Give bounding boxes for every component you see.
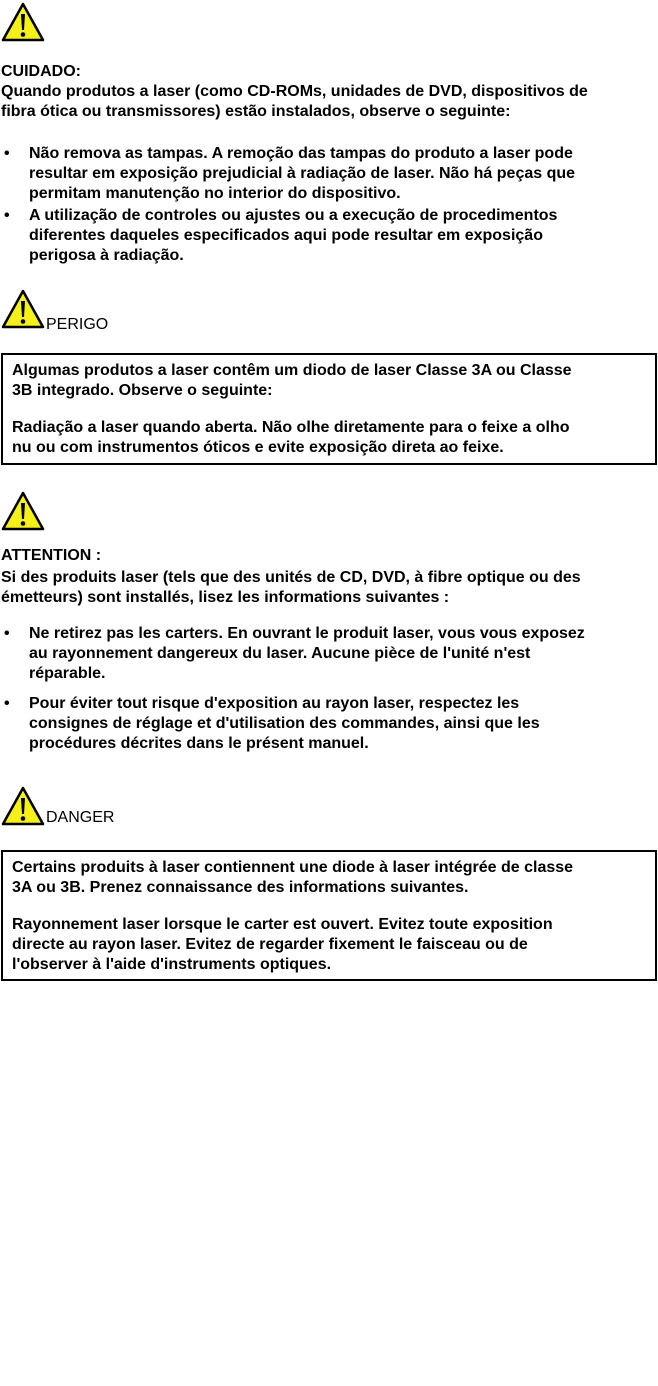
bullet-text (29, 144, 575, 204)
warning-icon (1, 785, 45, 827)
text-line: Pour éviter tout risque d'exposition au rayon laser, respectez les (29, 695, 520, 712)
text-line: resultar em exposição prejudicial à radiação de laser. Não há peças que (29, 165, 576, 182)
text-line: 3A ou 3B. Prenez connaissance des informations suivantes. (12, 879, 469, 896)
warning-icon (1, 490, 45, 532)
text-line: perigosa à radiação. (29, 247, 184, 264)
text-line: l'observer à l'aide d'instruments optiques. (12, 956, 332, 973)
danger-box-text (12, 858, 573, 898)
danger-box-text (12, 915, 553, 975)
text-line: Não remova as tampas. A remoção das tampas do produto a laser pode (29, 145, 573, 162)
danger-box-text (12, 418, 570, 458)
bullet-text (29, 206, 557, 266)
text-line: Certains produits à laser contiennent une diode à laser intégrée de classe (12, 859, 574, 876)
danger-label: DANGER (46, 809, 115, 826)
bullet-icon: • (4, 207, 10, 224)
bullet-icon: • (4, 695, 10, 712)
text-line: Radiação a laser quando aberta. Não olhe diretamente para o feixe a olho (12, 419, 570, 436)
text-line: Quando produtos a laser (como CD-ROMs, unidades de DVD, dispositivos de (1, 83, 588, 100)
danger-box-text (12, 361, 572, 401)
text-line: directe au rayon laser. Evitez de regarder fixement le faisceau ou de (12, 936, 528, 953)
text-line: réparable. (29, 665, 106, 682)
text-line: permitam manutenção no interior do dispositivo. (29, 185, 401, 202)
caution-intro (1, 82, 588, 122)
danger-label: PERIGO (46, 316, 109, 333)
warning-icon (1, 288, 45, 330)
text-line: diferentes daqueles especificados aqui pode resultar em exposição (29, 227, 543, 244)
text-line: consignes de réglage et d'utilisation des commandes, ainsi que les (29, 715, 540, 732)
danger-box (1, 353, 657, 465)
text-line: Rayonnement laser lorsque le carter est ouvert. Evitez toute exposition (12, 916, 553, 933)
text-line: au rayonnement dangereux du laser. Aucune pièce de l'unité n'est (29, 645, 531, 662)
text-line: procédures décrites dans le présent manuel. (29, 735, 369, 752)
text-line: nu ou com instrumentos óticos e evite exposição direta ao feixe. (12, 439, 504, 456)
bullet-icon: • (4, 145, 10, 162)
bullet-icon: • (4, 625, 10, 642)
text-line: émetteurs) sont installés, lisez les informations suivantes : (1, 589, 450, 606)
warning-icon (1, 1, 45, 43)
text-line: A utilização de controles ou ajustes ou a execução de procedimentos (29, 207, 558, 224)
attention-heading: ATTENTION : (1, 547, 102, 564)
bullet-text (29, 624, 585, 684)
text-line: fibra ótica ou transmissores) estão instalados, observe o seguinte: (1, 103, 511, 120)
danger-box (1, 850, 657, 981)
text-line: Si des produits laser (tels que des unités de CD, DVD, à fibre optique ou des (1, 569, 581, 586)
bullet-text (29, 694, 540, 754)
text-line: Algumas produtos a laser contêm um diodo de laser Classe 3A ou Classe (12, 362, 572, 379)
attention-intro (1, 568, 581, 608)
text-line: Ne retirez pas les carters. En ouvrant le produit laser, vous vous exposez (29, 625, 585, 642)
text-line: 3B integrado. Observe o seguinte: (12, 382, 273, 399)
caution-heading: CUIDADO: (1, 63, 81, 80)
